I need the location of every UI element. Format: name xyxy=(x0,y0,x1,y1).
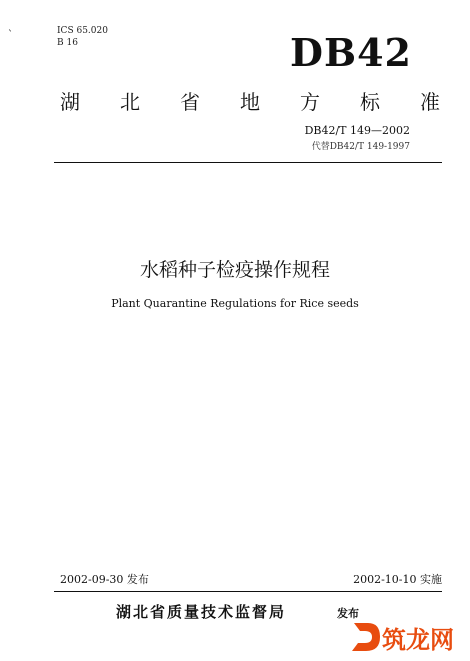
publish-date: 2002-09-30 发布 xyxy=(60,573,149,586)
heading-char: 方 xyxy=(300,90,320,114)
issuer-name: 湖北省质量技术监督局 xyxy=(116,603,287,621)
watermark-logo xyxy=(350,617,466,657)
replaces-note: 代替DB42/T 149-1997 xyxy=(311,142,410,152)
standard-type-heading xyxy=(60,86,440,115)
logo-mark-icon xyxy=(352,623,380,651)
corner-mark: ` xyxy=(8,30,13,41)
heading-char: 湖 xyxy=(60,90,80,114)
top-divider xyxy=(54,162,442,163)
heading-char: 准 xyxy=(420,90,440,114)
standard-mark: DB42 xyxy=(290,30,412,75)
bottom-divider xyxy=(54,591,442,592)
heading-char: 省 xyxy=(180,90,200,114)
standard-code: DB42/T 149—2002 xyxy=(304,124,410,137)
heading-char: 地 xyxy=(240,90,260,114)
ccs-code: B 16 xyxy=(57,38,78,48)
ics-code: ICS 65.020 xyxy=(57,26,108,36)
issuer-suffix: 发布 xyxy=(337,607,359,620)
heading-char: 北 xyxy=(120,90,140,114)
implement-date: 2002-10-10 实施 xyxy=(353,573,442,586)
heading-char: 标 xyxy=(360,90,380,114)
document-title-en: Plant Quarantine Regulations for Rice seeds xyxy=(111,297,359,310)
document-title-cn: 水稻种子检疫操作规程 xyxy=(139,259,330,281)
watermark-text: 筑龙网 xyxy=(382,626,454,654)
